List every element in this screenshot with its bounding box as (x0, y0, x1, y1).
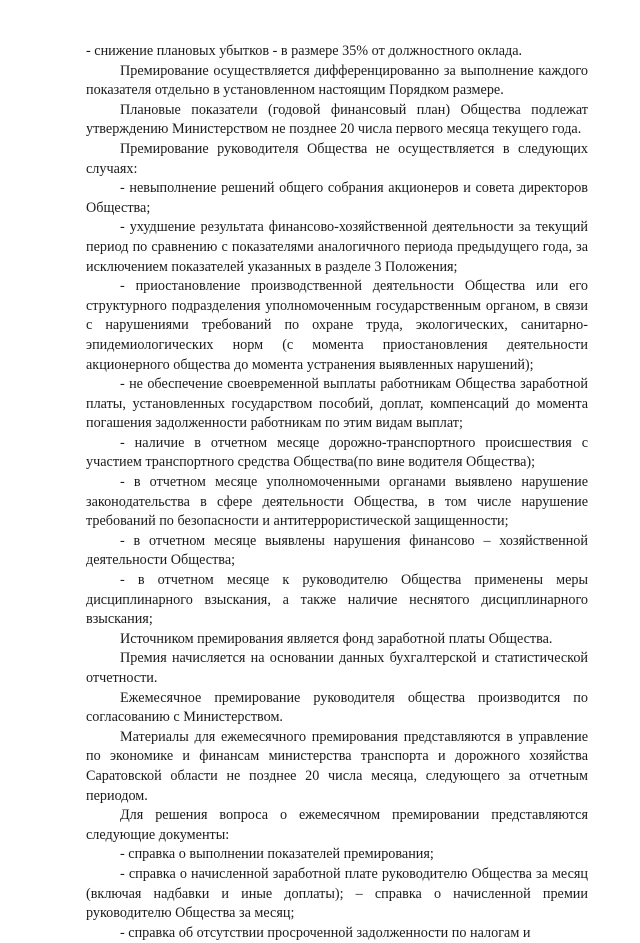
paragraph-8: Материалы для ежемесячного премирования представляются в управление по экономике и финансам министерства транспорта и дорожного хозяйства Саратовской области не позднее 20 числа месяца, следующего за отчетным периодом. (86, 728, 588, 804)
list-item-8: - в отчетном месяце к руководителю Общества применены меры дисциплинарного взыскания, а также наличие неснятого дисциплинарного взыскания; (86, 572, 588, 628)
doc-list-item-3: - справка об отсутствии просроченной задолженности по налогам и (120, 924, 531, 941)
paragraph-9: Для решения вопроса о ежемесячном премировании представляются следующие документы: (86, 807, 588, 843)
list-item-5: - наличие в отчетном месяце дорожно-транспортного происшествия с участием транспортного средства Общества(по вине водителя Общества); (86, 434, 588, 471)
list-item-6: - в отчетном месяце уполномоченными органами выявлено нарушение законодательства в сфере деятельности Общества, в том числе нарушение требований по безопасности и антитеррористической защищенности; (86, 474, 588, 530)
list-item-3: - приостановление производственной деятельности Общества или его структурного подразделения уполномоченным государственным органом, в связи с нарушениями требований по охране труда, экологических, санитарно-эпидемиологических норм (с момента приостановления деятельности акционерного общества до момента устранения выявленных нарушений); (86, 278, 588, 373)
paragraph-7: Ежемесячное премирование руководителя общества производится по согласованию с Министерством. (86, 689, 588, 726)
list-item-7: - в отчетном месяце выявлены нарушения финансово – хозяйственной деятельности Общества; (86, 532, 588, 569)
paragraph-4: Премирование руководителя Общества не осуществляется в следующих случаях: (86, 140, 588, 177)
paragraph-3: Плановые показатели (годовой финансовый план) Общества подлежат утверждению Министерством не позднее 20 числа первого месяца текущего года. (86, 101, 588, 138)
list-item-2: - ухудшение результата финансово-хозяйственной деятельности за текущий период по сравнению с показателями аналогичного периода предыдущего года, за исключением показателей указанных в разделе 3 Положения; (86, 219, 588, 275)
paragraph-1: - снижение плановых убытков - в размере 35% от должностного оклада. (86, 43, 523, 59)
list-item-4: - не обеспечение своевременной выплаты работникам Общества заработной платы, установленных государством пособий, доплат, компенсаций до момента погашения задолженности работникам по этим видам выплат; (86, 376, 588, 432)
paragraph-6: Премия начисляется на основании данных бухгалтерской и статистической отчетности. (86, 650, 588, 686)
list-item-1: - невыполнение решений общего собрания акционеров и совета директоров Общества; (86, 180, 588, 216)
doc-list-item-2: - справка о начисленной заработной плате руководителю Общества за месяц (включая надбавки и иные доплаты); – справка о начисленной премии руководителю Общества за месяц; (86, 865, 588, 922)
doc-list-item-1: - справка о выполнении показателей премирования; (120, 846, 434, 863)
paragraph-2: Премирование осуществляется дифференцированно за выполнение каждого показателя отдельно в установленном настоящим Порядком размере. (86, 62, 588, 99)
paragraph-5: Источником премирования является фонд заработной платы Общества. (120, 630, 553, 647)
